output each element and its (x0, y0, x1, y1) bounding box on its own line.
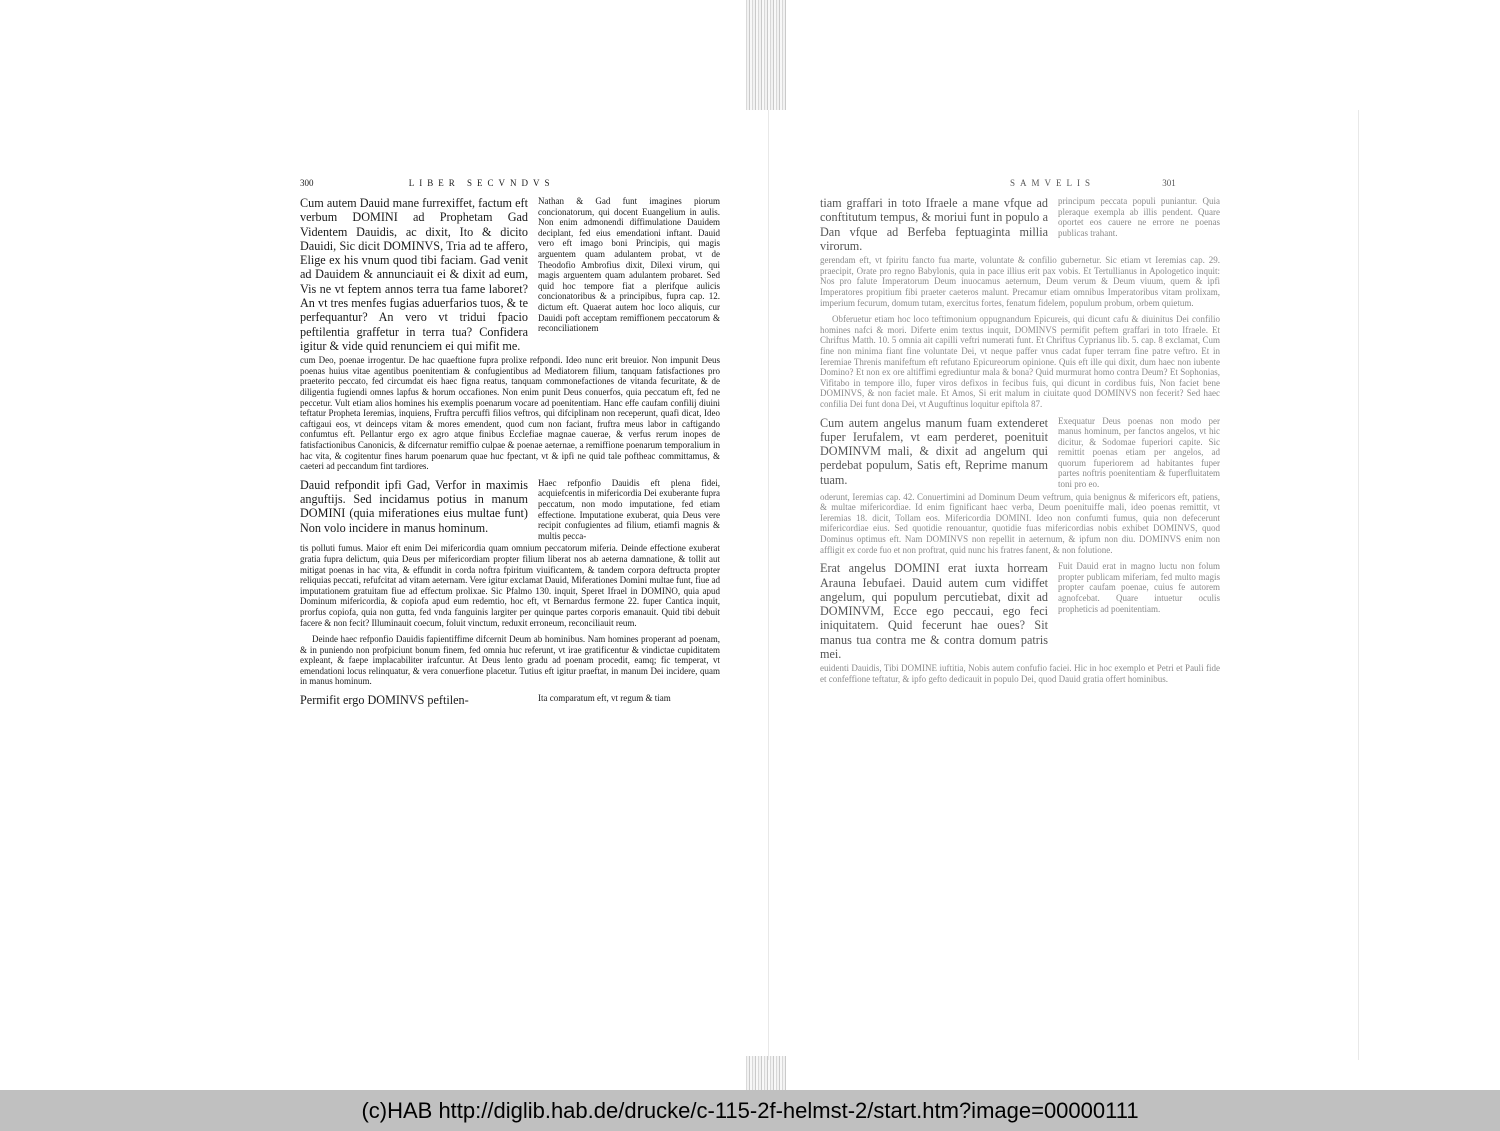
commentary-paragraph: oderunt, Ieremias cap. 42. Conuertimini ad Dominum Deum veftrum, quia benignus & mifericors eft, patiens, & multae mifericordiae. Id enim fignificant haec verba, Deum poenituiffe mali, ideo poenas remittit, vt Ieremias 18. dicit, Tollam eos. Mifericordia DOMINI. Ideo non confumti fumus, quia non defecerunt mifericordiae eius. Sed quotidie renouantur, quotidie fuas mifericordias nobis exhibet DOMINVS, quod Dominus optimus eft. Nam DOMINVS non repellit in aeternum, & ipfum non diu. DOMINVS enim non affligit ex corde fuo et non proftrat, quid nunc his fratres fanent, & non folutione. (820, 491, 1220, 555)
main-text: tiam graffari in toto Ifraele a mane vfque ad conftitutum tempus, & moriui funt in populo a Dan vfque ad Berfeba feptuaginta millia virorum. (820, 196, 1048, 253)
text-block (300, 693, 720, 707)
left-page (300, 178, 720, 878)
commentary-text: Ita comparatum eft, vt regum & tiam (538, 693, 671, 704)
commentary-paragraph: gerendam eft, vt fpiritu fancto fua marte, voluntate & confilio gubernetur. Sic etiam vt Ieremias cap. 29. praecipit, Orate pro regno Babylonis, quia in pace illius erit pax vobis. Et Tertullianus in Apologetico inquit: Nos pro falute Imperatorum Deum inuocamus aeternum, Deum verum & Deum viuum, quem & ipfi Imperatores propitium fibi praeter caeteros malunt. Precamur etiam omnibus Imperatoribus vitam prolixam, imperium fecurum, domum tutam, exercitus fortes, fenatum fidelem, populum probum, orbem quietum. (820, 255, 1220, 308)
copyright-url-text: (c)HAB http://diglib.hab.de/drucke/c-115-2f-helmst-2/start.htm?image=00000111 (361, 1097, 1139, 1123)
left-page-number: 300 (300, 178, 314, 188)
commentary-paragraph: Obferuetur etiam hoc loco teftimonium oppugnandum Epicureis, qui dicunt cafu & diuinitus Dei confilio homines nafci & mori. Diferte enim textus inquit, DOMINVS permifit peftem graffari in toto Ifraele. Et Chriftus Matth. 10. 5 omnia ait capilli veftri numerati funt. Et Chriftus Cyprianus lib. 5. cap. 8 exclamat, Cum fine non minima fiant fine voluntate Dei, vt neque paffer vnus cadat fuper terram fine patre veftro. Et in Ieremiae Threnis manifeftum eft refutano Epicureorum opinione. Quis eft ille qui dixit, dum haec non iubente Domino? Et non ex ore altiffimi egrediuntur mala & bona? Quid murmurat homo contra Deum? Et Sophonias, Vifitabo in tempore illo, fuper viros defixos in fecibus fuis, qui dicunt in cordibus fuis, Non faciet bene DOMINVS, & non faciet male. Et Amos, Si erit malum in ciuitate quod DOMINVS non fecerit? Sed haec confilia Dei funt dona Dei, vt Auguftinus loquitur epiftola 87. (820, 314, 1220, 409)
gutter-shadow-top (746, 0, 786, 110)
right-page-edge-line (1358, 110, 1359, 1060)
left-running-head (300, 178, 720, 192)
commentary-paragraph: Deinde haec refponfio Dauidis fapientiffime difcernit Deum ab hominibus. Nam homines properant ad poenam, & in puniendo non profpiciunt bonum finem, fed omnia huc referunt, vt irae gratificentur & vindictae cupiditatem expleant, & faepe implacabiliter irafcuntur. At Deus lento gradu ad poenam procedit, eamq; fic temperat, vt emendationi locus relinquatur, & vera conuerfione placetur. Tutius eft igitur praeftat, in manum Dei incidere, quam in manus hominum. (300, 634, 720, 687)
main-text: Cum autem angelus manum fuam extenderet fuper Ierufalem, vt eam perderet, poenituit DOMINVM mali, & dixit ad angelum qui perdebat populum, Satis eft, Reprime manum tuam. (820, 415, 1048, 487)
commentary-text: Haec refponfio Dauidis eft plena fidei, acquiefcentis in mifericordia Dei exuberante fupra peccatum, non modo imputatione, fed etiam effectione. Imputatione exuberat, quia Deus vere recipit confugientes ad filium, etiamfi magnis & multis pecca- (538, 477, 720, 541)
text-block (820, 561, 1220, 661)
commentary-text: Exequatur Deus poenas non modo per manus hominum, per fanctos angelos, vt hic dicitur, & Sodomae fuperiori capite. Sic remittit poenas etiam per angelos, ad quorum fuperiorem ad habitantes fuper partes noftris poenitentiam & fuperfluitatem toni pro eo. (1058, 415, 1220, 490)
right-running-head (820, 178, 1220, 192)
commentary-paragraph: tis polluti fumus. Maior eft enim Dei mifericordia quam omnium peccatorum miferia. Deinde effectione exuberat gratia fupra delictum, quia Deus per mifericordiam propter filium liberat nos ab aeterna damnatione, & tollit aut mitigat poenas in hac vita, & effundit in corda noftra fpiritum viuificantem, & tandem corpora deftructa propter reliquias peccati, refufcitat ad vitam aeternam. Vere igitur exclamat Dauid, Miferationes Domini multae funt, fiue ad imputationem gratuitam fiue ad effectum prolixae. Sic Pfalmo 130. inquit, Speret Ifrael in DOMINO, quia apud Dominum mifericordia, & copiofa apud eum redemtio, hoc eft, vt Bernardus fermone 22. fuper Cantica inquit, prorfus copiofa, quia non gutta, fed vnda fanguinis largiter per quinque partes corporis emanauit. Quid tibi debuit facere & non fecit? Illuminauit coecum, foluit vinctum, reduxit erroneum, reconciliauit reum. (300, 543, 720, 628)
right-page-number: 301 (1162, 178, 1176, 188)
main-text: Cum autem Dauid mane furrexiffet, factum eft verbum DOMINI ad Prophetam Gad Videntem Dauidis, ac dixit, Ito & dicito Dauidi, Sic dicit DOMINVS, Tria ad te affero, Elige ex his vnum quod tibi faciam. Gad venit ad Dauidem & annunciauit ei & dixit ad eum, Vis ne vt feptem annos terra tua fame laboret? An vt tres menfes fugias aduerfarios tuos, & te perfequantur? An vero vt tridui fpacio peftilentia graffetur in terra tua? Confidera igitur & vide quid renunciem ei qui mifit me. (300, 196, 528, 353)
commentary-text: Fuit Dauid erat in magno luctu non folum propter publicam miferiam, fed multo magis propter caufam poenae, cuius fe autorem agnofcebat. Quare intuetur oculis propheticis ad poenitentiam. (1058, 561, 1220, 614)
commentary-paragraph: euidenti Dauidis, Tibi DOMINE iuftitia, Nobis autem confufio faciei. Hic in hoc exemplo et Petri et Pauli fide et confeffione teftatur, & ipfo gefto dedicauit in populo Dei, quod Dauid gratia offert hominibus. (820, 663, 1220, 684)
commentary-text: Nathan & Gad funt imagines piorum concionatorum, qui docent Euangelium in aulis. Non enim admonendi diffimulatione Dauidem deciplant, fed eius emendationi inftant. Dauid vero eft imago boni Principis, qui magis arguentem quam adulantem probat, vt de Theodofio Ambrofius dixit, Dilexi virum, qui magis arguentem quam adulantem probaret. Sed quid hoc tempore fiat a plerifque aulicis concionatoribus & a principibus, fupra cap. 12. dictum eft. Quaerat autem hoc loco aliquis, cur Dauidi poft acceptam remiffionem peccatorum & reconciliationem (538, 196, 720, 334)
main-text: Dauid refpondit ipfi Gad, Verfor in maximis anguftijs. Sed incidamus potius in manum DOMINI (quia miferationes eius multae funt) Non volo incidere in manus hominum. (300, 477, 528, 535)
gutter-shadow-bottom (746, 1056, 786, 1090)
commentary-text: principum peccata populi puniantur. Quia pleraque exempla ab illis pendent. Quare oportet eos cauere ne errore ne poenas publicas trahant. (1058, 196, 1220, 238)
text-block (300, 196, 720, 353)
main-text: Permifit ergo DOMINVS peftilen- (300, 693, 469, 708)
page-fold-line (768, 110, 769, 1060)
commentary-paragraph: cum Deo, poenae irrogentur. De hac quaeftione fupra prolixe refpondi. Ideo nunc erit breuior. Non impunit Deus poenas huius vitae agentibus poenitentiam & confugientibus ad Mediatorem filium, tanquam fatisfactiones pro praeterito peccato, fed circumdat eis haec figna reatus, tanquam commonefactiones de vitanda fecuritate, & de diligentia fugiendi omnes lapfus & horum occafiones. Non enim punit Deus conuerfos, quia peccatum eft, fed ne peccetur. Vult etiam alios homines his exemplis poenarum vocare ad poenitentiam. Hanc effe caufam confilij diuini teftatur Propheta Ieremias, inquiens, Fruftra percuffi filios veftros, qui difciplinam non receperunt, quafi dicat, Ideo caftigaui eos, vt deinceps vitam & mores emendent, quod cum non faciant, fruftra meus labor in caftigando confumtus eft. Pellantur ergo ex agro atque finibus Ecclefiae magnae cauerae, & verfus rerum inopes de fatisfactionibus Canonicis, & difcernatur remiffio culpae & poenae aeternae, a remiffione poenarum temporalium in hac vita, & cogitentur fines harum poenarum quae huc fpectant, vt & ipfi ne quid tale poftheac committamus, & caeteri ad peccandum fint tardiores. (300, 355, 720, 472)
text-block (820, 196, 1220, 253)
right-running-title: SAMVELIS (1010, 178, 1096, 188)
text-block (820, 416, 1220, 490)
left-running-title: LIBER SECVNDVS (408, 178, 555, 188)
main-text: Erat angelus DOMINI erat iuxta horream Arauna Iebufaei. Dauid autem cum vidiffet angelum, qui populum percutiebat, dixit ad DOMINVM, Ecce ego peccaui, ego feci iniquitatem. Quid fecerunt hae oues? Sit manus tua contra me & contra domum patris mei. (820, 561, 1048, 661)
copyright-footer (0, 1090, 1500, 1131)
text-block (300, 478, 720, 542)
right-page (820, 178, 1220, 878)
